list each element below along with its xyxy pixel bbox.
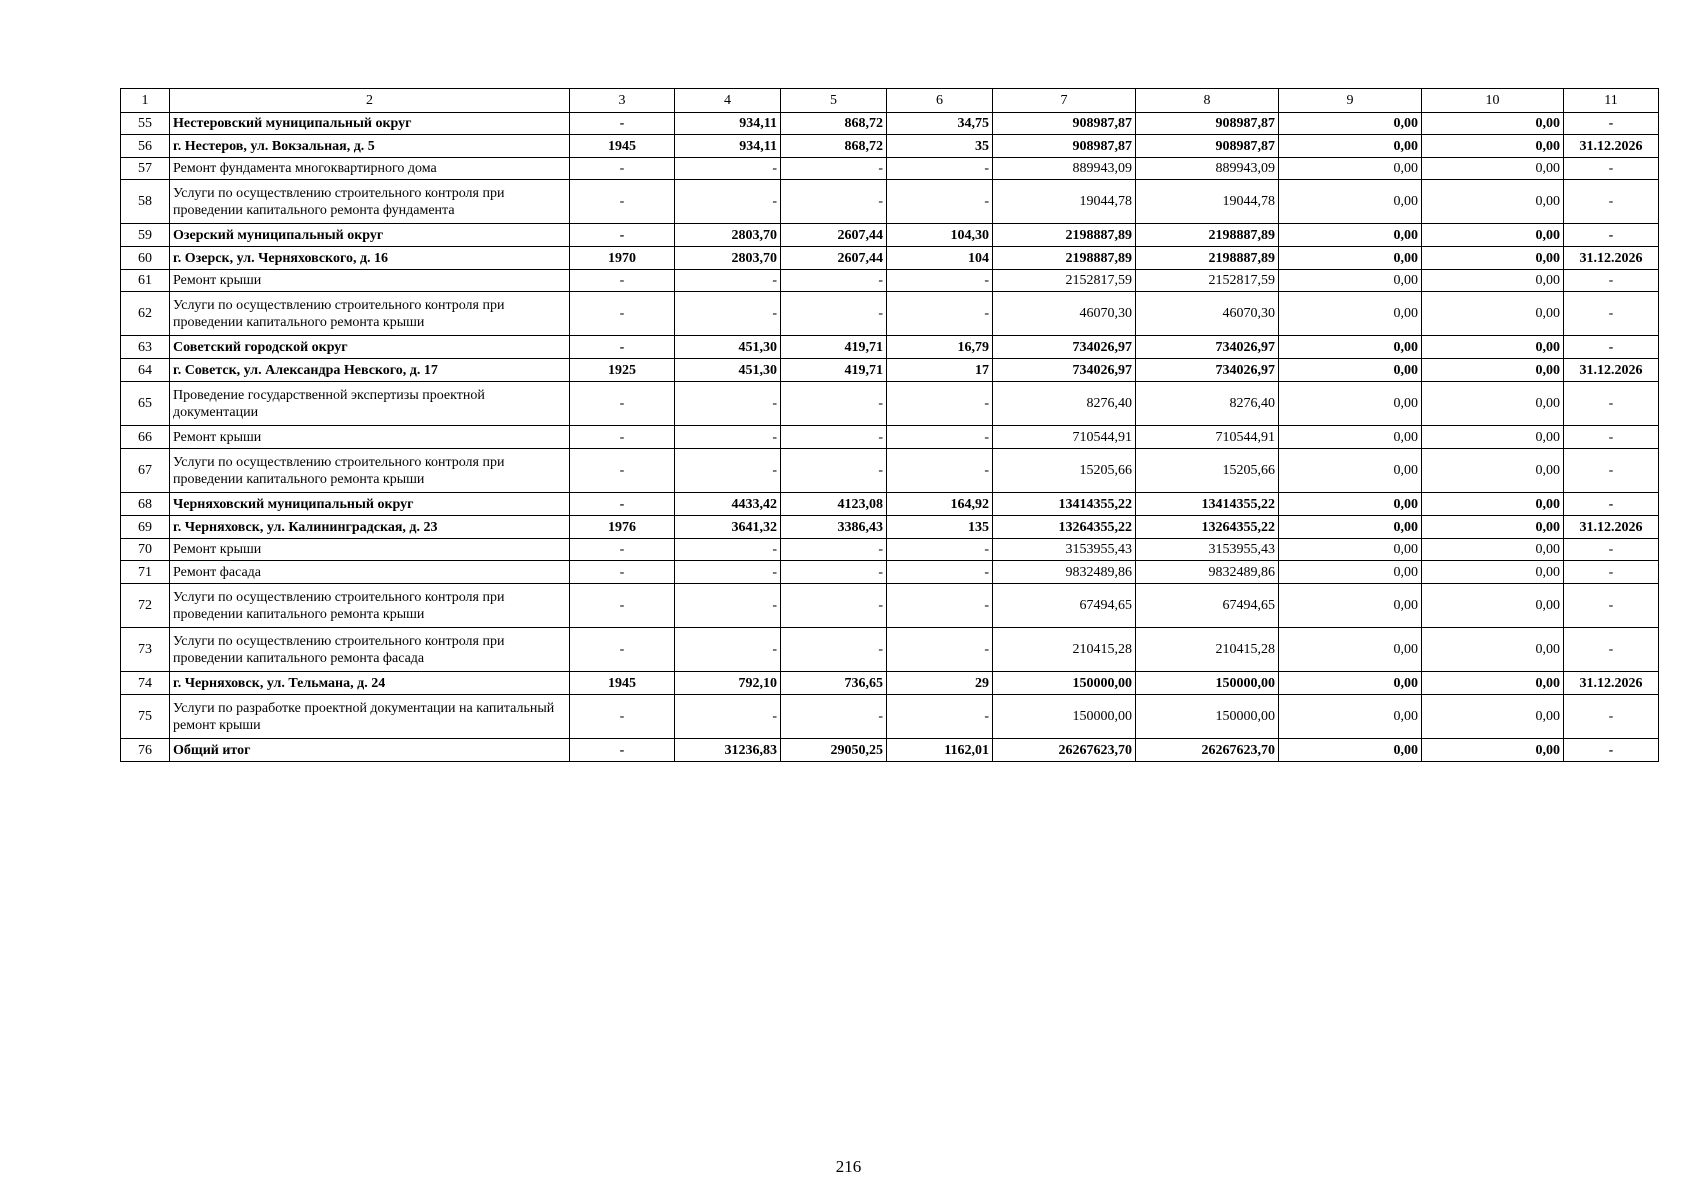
object-name-cell: Проведение государственной экспертизы проектной документации (170, 382, 570, 426)
page-number: 216 (835, 1157, 862, 1176)
object-name-cell: г. Советск, ул. Александра Невского, д. 17 (170, 359, 570, 382)
year-cell: 1925 (570, 359, 675, 382)
cost-budget-cell: 0,00 (1279, 584, 1422, 628)
cost-total-cell: 908987,87 (993, 135, 1136, 158)
cost-budget-cell: 0,00 (1279, 247, 1422, 270)
year-cell: - (570, 382, 675, 426)
object-name-cell: Ремонт крыши (170, 426, 570, 449)
table-row (121, 135, 1659, 158)
area-living-cell: 868,72 (781, 135, 887, 158)
deadline-cell: 31.12.2026 (1564, 359, 1659, 382)
cost-budget-cell: 0,00 (1279, 539, 1422, 561)
cost-other-cell: 0,00 (1422, 449, 1564, 493)
area-living-cell: - (781, 628, 887, 672)
cost-total-cell: 9832489,86 (993, 561, 1136, 584)
deadline-cell: 31.12.2026 (1564, 672, 1659, 695)
cost-fund-cell: 734026,97 (1136, 336, 1279, 359)
object-name-cell: Услуги по осуществлению строительного контроля при проведении капитального ремонта фундамента (170, 180, 570, 224)
area-living-cell: - (781, 270, 887, 292)
year-cell: - (570, 158, 675, 180)
header-cell: 8 (1136, 89, 1279, 113)
cost-other-cell: 0,00 (1422, 180, 1564, 224)
area-common-cell: 164,92 (887, 493, 993, 516)
row-number-cell: 58 (121, 180, 170, 224)
area-living-cell: - (781, 180, 887, 224)
year-cell: 1945 (570, 672, 675, 695)
cost-fund-cell: 2198887,89 (1136, 247, 1279, 270)
cost-total-cell: 67494,65 (993, 584, 1136, 628)
area-total-cell: 3641,32 (675, 516, 781, 539)
area-living-cell: 2607,44 (781, 224, 887, 247)
object-name-cell: г. Озерск, ул. Черняховского, д. 16 (170, 247, 570, 270)
cost-total-cell: 19044,78 (993, 180, 1136, 224)
cost-fund-cell: 3153955,43 (1136, 539, 1279, 561)
area-living-cell: - (781, 584, 887, 628)
deadline-cell: - (1564, 158, 1659, 180)
object-name-cell: Нестеровский муниципальный округ (170, 113, 570, 135)
cost-total-cell: 15205,66 (993, 449, 1136, 493)
area-common-cell: - (887, 584, 993, 628)
cost-fund-cell: 734026,97 (1136, 359, 1279, 382)
area-total-cell: - (675, 539, 781, 561)
table-row (121, 359, 1659, 382)
row-number-cell: 57 (121, 158, 170, 180)
table-row (121, 180, 1659, 224)
deadline-cell: - (1564, 493, 1659, 516)
year-cell: 1976 (570, 516, 675, 539)
cost-budget-cell: 0,00 (1279, 739, 1422, 762)
cost-fund-cell: 15205,66 (1136, 449, 1279, 493)
cost-total-cell: 150000,00 (993, 672, 1136, 695)
object-name-cell: Общий итог (170, 739, 570, 762)
cost-total-cell: 26267623,70 (993, 739, 1136, 762)
area-total-cell: 451,30 (675, 359, 781, 382)
cost-budget-cell: 0,00 (1279, 224, 1422, 247)
cost-other-cell: 0,00 (1422, 158, 1564, 180)
table-row (121, 695, 1659, 739)
area-total-cell: - (675, 270, 781, 292)
area-living-cell: - (781, 158, 887, 180)
object-name-cell: Ремонт крыши (170, 270, 570, 292)
area-common-cell: 34,75 (887, 113, 993, 135)
cost-total-cell: 150000,00 (993, 695, 1136, 739)
cost-fund-cell: 13414355,22 (1136, 493, 1279, 516)
area-total-cell: - (675, 584, 781, 628)
area-common-cell: - (887, 628, 993, 672)
area-common-cell: 135 (887, 516, 993, 539)
cost-total-cell: 889943,09 (993, 158, 1136, 180)
table-row (121, 426, 1659, 449)
cost-total-cell: 710544,91 (993, 426, 1136, 449)
cost-other-cell: 0,00 (1422, 628, 1564, 672)
year-cell: - (570, 539, 675, 561)
cost-budget-cell: 0,00 (1279, 270, 1422, 292)
table-row (121, 561, 1659, 584)
area-total-cell: 934,11 (675, 135, 781, 158)
cost-other-cell: 0,00 (1422, 247, 1564, 270)
row-number-cell: 72 (121, 584, 170, 628)
cost-other-cell: 0,00 (1422, 493, 1564, 516)
table-row (121, 270, 1659, 292)
deadline-cell: - (1564, 426, 1659, 449)
cost-budget-cell: 0,00 (1279, 628, 1422, 672)
year-cell: - (570, 224, 675, 247)
header-cell: 10 (1422, 89, 1564, 113)
deadline-cell: 31.12.2026 (1564, 247, 1659, 270)
area-common-cell: - (887, 426, 993, 449)
area-living-cell: - (781, 449, 887, 493)
cost-fund-cell: 2152817,59 (1136, 270, 1279, 292)
area-common-cell: - (887, 292, 993, 336)
year-cell: - (570, 561, 675, 584)
object-name-cell: Ремонт фундамента многоквартирного дома (170, 158, 570, 180)
row-number-cell: 64 (121, 359, 170, 382)
area-total-cell: - (675, 628, 781, 672)
header-cell: 6 (887, 89, 993, 113)
area-total-cell: 2803,70 (675, 247, 781, 270)
area-total-cell: - (675, 695, 781, 739)
row-number-cell: 67 (121, 449, 170, 493)
cost-other-cell: 0,00 (1422, 359, 1564, 382)
cost-total-cell: 2152817,59 (993, 270, 1136, 292)
area-common-cell: 16,79 (887, 336, 993, 359)
cost-total-cell: 210415,28 (993, 628, 1136, 672)
area-total-cell: - (675, 426, 781, 449)
cost-budget-cell: 0,00 (1279, 292, 1422, 336)
area-living-cell: 736,65 (781, 672, 887, 695)
header-cell: 3 (570, 89, 675, 113)
cost-fund-cell: 710544,91 (1136, 426, 1279, 449)
deadline-cell: 31.12.2026 (1564, 516, 1659, 539)
area-living-cell: 419,71 (781, 336, 887, 359)
header-cell: 9 (1279, 89, 1422, 113)
object-name-cell: Советский городской округ (170, 336, 570, 359)
deadline-cell: - (1564, 695, 1659, 739)
area-total-cell: 31236,83 (675, 739, 781, 762)
year-cell: - (570, 739, 675, 762)
cost-budget-cell: 0,00 (1279, 113, 1422, 135)
year-cell: - (570, 449, 675, 493)
row-number-cell: 55 (121, 113, 170, 135)
object-name-cell: Услуги по разработке проектной документации на капитальный ремонт крыши (170, 695, 570, 739)
area-common-cell: - (887, 180, 993, 224)
row-number-cell: 63 (121, 336, 170, 359)
row-number-cell: 56 (121, 135, 170, 158)
deadline-cell: - (1564, 336, 1659, 359)
area-common-cell: - (887, 382, 993, 426)
cost-fund-cell: 46070,30 (1136, 292, 1279, 336)
area-total-cell: - (675, 158, 781, 180)
table-body (121, 89, 1659, 762)
object-name-cell: Услуги по осуществлению строительного контроля при проведении капитального ремонта крыши (170, 449, 570, 493)
area-common-cell: 29 (887, 672, 993, 695)
cost-total-cell: 3153955,43 (993, 539, 1136, 561)
year-cell: - (570, 493, 675, 516)
table-row (121, 449, 1659, 493)
deadline-cell: - (1564, 539, 1659, 561)
deadline-cell: - (1564, 180, 1659, 224)
area-total-cell: - (675, 382, 781, 426)
area-common-cell: - (887, 695, 993, 739)
deadline-cell: - (1564, 270, 1659, 292)
area-common-cell: - (887, 449, 993, 493)
row-number-cell: 65 (121, 382, 170, 426)
cost-other-cell: 0,00 (1422, 113, 1564, 135)
object-name-cell: Ремонт крыши (170, 539, 570, 561)
header-cell: 2 (170, 89, 570, 113)
cost-other-cell: 0,00 (1422, 672, 1564, 695)
deadline-cell: 31.12.2026 (1564, 135, 1659, 158)
cost-other-cell: 0,00 (1422, 561, 1564, 584)
cost-budget-cell: 0,00 (1279, 516, 1422, 539)
cost-fund-cell: 2198887,89 (1136, 224, 1279, 247)
cost-other-cell: 0,00 (1422, 584, 1564, 628)
area-total-cell: 792,10 (675, 672, 781, 695)
cost-fund-cell: 150000,00 (1136, 672, 1279, 695)
cost-budget-cell: 0,00 (1279, 449, 1422, 493)
cost-fund-cell: 19044,78 (1136, 180, 1279, 224)
cost-other-cell: 0,00 (1422, 270, 1564, 292)
area-living-cell: 419,71 (781, 359, 887, 382)
year-cell: - (570, 336, 675, 359)
area-total-cell: - (675, 292, 781, 336)
row-number-cell: 61 (121, 270, 170, 292)
year-cell: 1945 (570, 135, 675, 158)
area-total-cell: 4433,42 (675, 493, 781, 516)
cost-total-cell: 2198887,89 (993, 224, 1136, 247)
deadline-cell: - (1564, 449, 1659, 493)
cost-total-cell: 734026,97 (993, 336, 1136, 359)
row-number-cell: 71 (121, 561, 170, 584)
area-total-cell: - (675, 561, 781, 584)
row-number-cell: 73 (121, 628, 170, 672)
object-name-cell: г. Черняховск, ул. Тельмана, д. 24 (170, 672, 570, 695)
cost-fund-cell: 13264355,22 (1136, 516, 1279, 539)
cost-fund-cell: 210415,28 (1136, 628, 1279, 672)
area-total-cell: 2803,70 (675, 224, 781, 247)
deadline-cell: - (1564, 292, 1659, 336)
area-living-cell: - (781, 292, 887, 336)
object-name-cell: Услуги по осуществлению строительного контроля при проведении капитального ремонта фасада (170, 628, 570, 672)
area-common-cell: 35 (887, 135, 993, 158)
area-living-cell: 3386,43 (781, 516, 887, 539)
cost-total-cell: 13264355,22 (993, 516, 1136, 539)
area-living-cell: 2607,44 (781, 247, 887, 270)
area-living-cell: - (781, 382, 887, 426)
row-number-cell: 69 (121, 516, 170, 539)
header-cell: 5 (781, 89, 887, 113)
cost-other-cell: 0,00 (1422, 426, 1564, 449)
cost-other-cell: 0,00 (1422, 336, 1564, 359)
table-row (121, 336, 1659, 359)
area-common-cell: 104 (887, 247, 993, 270)
object-name-cell: Черняховский муниципальный округ (170, 493, 570, 516)
row-number-cell: 75 (121, 695, 170, 739)
cost-total-cell: 2198887,89 (993, 247, 1136, 270)
area-living-cell: 29050,25 (781, 739, 887, 762)
year-cell: - (570, 113, 675, 135)
area-living-cell: - (781, 539, 887, 561)
cost-other-cell: 0,00 (1422, 516, 1564, 539)
cost-fund-cell: 150000,00 (1136, 695, 1279, 739)
object-name-cell: Услуги по осуществлению строительного контроля при проведении капитального ремонта крыши (170, 584, 570, 628)
year-cell: 1970 (570, 247, 675, 270)
deadline-cell: - (1564, 561, 1659, 584)
area-living-cell: 4123,08 (781, 493, 887, 516)
header-cell: 7 (993, 89, 1136, 113)
row-number-cell: 74 (121, 672, 170, 695)
object-name-cell: г. Нестеров, ул. Вокзальная, д. 5 (170, 135, 570, 158)
table-row (121, 382, 1659, 426)
deadline-cell: - (1564, 382, 1659, 426)
cost-other-cell: 0,00 (1422, 382, 1564, 426)
cost-budget-cell: 0,00 (1279, 672, 1422, 695)
area-common-cell: - (887, 561, 993, 584)
cost-total-cell: 13414355,22 (993, 493, 1136, 516)
table-row (121, 113, 1659, 135)
row-number-cell: 60 (121, 247, 170, 270)
area-total-cell: 451,30 (675, 336, 781, 359)
deadline-cell: - (1564, 113, 1659, 135)
area-common-cell: - (887, 158, 993, 180)
cost-budget-cell: 0,00 (1279, 158, 1422, 180)
area-living-cell: - (781, 426, 887, 449)
cost-fund-cell: 889943,09 (1136, 158, 1279, 180)
cost-fund-cell: 67494,65 (1136, 584, 1279, 628)
cost-fund-cell: 908987,87 (1136, 135, 1279, 158)
cost-budget-cell: 0,00 (1279, 561, 1422, 584)
area-total-cell: - (675, 449, 781, 493)
cost-fund-cell: 8276,40 (1136, 382, 1279, 426)
area-total-cell: - (675, 180, 781, 224)
year-cell: - (570, 180, 675, 224)
cost-budget-cell: 0,00 (1279, 382, 1422, 426)
table-row (121, 584, 1659, 628)
year-cell: - (570, 426, 675, 449)
cost-total-cell: 908987,87 (993, 113, 1136, 135)
header-cell: 4 (675, 89, 781, 113)
deadline-cell: - (1564, 739, 1659, 762)
row-number-cell: 66 (121, 426, 170, 449)
table-row (121, 516, 1659, 539)
cost-fund-cell: 908987,87 (1136, 113, 1279, 135)
year-cell: - (570, 584, 675, 628)
object-name-cell: Услуги по осуществлению строительного контроля при проведении капитального ремонта крыши (170, 292, 570, 336)
year-cell: - (570, 695, 675, 739)
area-common-cell: - (887, 270, 993, 292)
object-name-cell: Ремонт фасада (170, 561, 570, 584)
area-living-cell: - (781, 695, 887, 739)
area-common-cell: 1162,01 (887, 739, 993, 762)
table-row (121, 672, 1659, 695)
cost-other-cell: 0,00 (1422, 224, 1564, 247)
column-number-header-row (121, 89, 1659, 113)
table-row (121, 739, 1659, 762)
cost-budget-cell: 0,00 (1279, 135, 1422, 158)
object-name-cell: Озерский муниципальный округ (170, 224, 570, 247)
area-living-cell: - (781, 561, 887, 584)
cost-total-cell: 8276,40 (993, 382, 1136, 426)
year-cell: - (570, 292, 675, 336)
cost-other-cell: 0,00 (1422, 739, 1564, 762)
header-cell: 11 (1564, 89, 1659, 113)
deadline-cell: - (1564, 584, 1659, 628)
deadline-cell: - (1564, 628, 1659, 672)
table-row (121, 158, 1659, 180)
table-row (121, 539, 1659, 561)
cost-other-cell: 0,00 (1422, 539, 1564, 561)
cost-budget-cell: 0,00 (1279, 180, 1422, 224)
area-common-cell: 17 (887, 359, 993, 382)
cost-budget-cell: 0,00 (1279, 426, 1422, 449)
capital-repair-table (120, 88, 1659, 762)
row-number-cell: 62 (121, 292, 170, 336)
area-living-cell: 868,72 (781, 113, 887, 135)
table-row (121, 224, 1659, 247)
table-row (121, 247, 1659, 270)
table-row (121, 628, 1659, 672)
area-common-cell: - (887, 539, 993, 561)
header-cell: 1 (121, 89, 170, 113)
table-row (121, 493, 1659, 516)
cost-fund-cell: 26267623,70 (1136, 739, 1279, 762)
cost-fund-cell: 9832489,86 (1136, 561, 1279, 584)
row-number-cell: 59 (121, 224, 170, 247)
row-number-cell: 68 (121, 493, 170, 516)
cost-other-cell: 0,00 (1422, 135, 1564, 158)
area-common-cell: 104,30 (887, 224, 993, 247)
year-cell: - (570, 628, 675, 672)
cost-total-cell: 734026,97 (993, 359, 1136, 382)
area-total-cell: 934,11 (675, 113, 781, 135)
cost-budget-cell: 0,00 (1279, 359, 1422, 382)
row-number-cell: 76 (121, 739, 170, 762)
row-number-cell: 70 (121, 539, 170, 561)
year-cell: - (570, 270, 675, 292)
cost-budget-cell: 0,00 (1279, 336, 1422, 359)
cost-other-cell: 0,00 (1422, 292, 1564, 336)
cost-budget-cell: 0,00 (1279, 695, 1422, 739)
cost-other-cell: 0,00 (1422, 695, 1564, 739)
table-row (121, 292, 1659, 336)
cost-total-cell: 46070,30 (993, 292, 1136, 336)
object-name-cell: г. Черняховск, ул. Калининградская, д. 23 (170, 516, 570, 539)
cost-budget-cell: 0,00 (1279, 493, 1422, 516)
deadline-cell: - (1564, 224, 1659, 247)
